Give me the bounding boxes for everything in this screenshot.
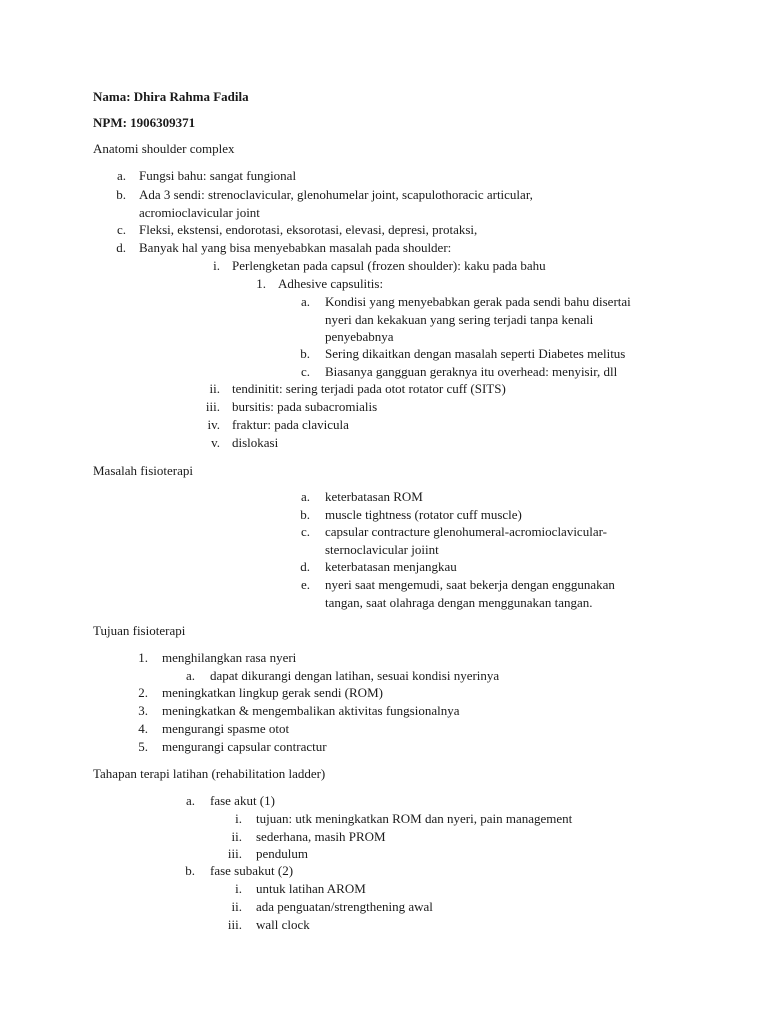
list-item-text-continued: acromioclavicular joint (139, 205, 260, 220)
list-item-text: Adhesive capsulitis: (278, 276, 384, 291)
list-item-text: tujuan: utk meningkatkan ROM dan nyeri, pain management (256, 811, 573, 826)
list-item-text: bursitis: pada subacromialis (232, 399, 378, 414)
list-marker: iv. (207, 417, 220, 432)
list-marker: c. (116, 222, 126, 237)
list-marker: b. (300, 346, 310, 361)
list-item-text: mengurangi spasme otot (162, 721, 290, 736)
list-item-text: wall clock (256, 917, 310, 932)
list-marker: d. (116, 240, 126, 255)
list-item-text: Fleksi, ekstensi, endorotasi, eksorotasi, elevasi, depresi, protaksi, (139, 222, 478, 237)
list-marker: b. (185, 863, 195, 878)
list-item-text: meningkatkan lingkup gerak sendi (ROM) (162, 685, 383, 700)
list-item-text: dislokasi (232, 435, 279, 450)
list-marker: iii. (227, 917, 242, 932)
list-item-text: Ada 3 sendi: strenoclavicular, glenohumelar joint, scapulothoracic articular, (139, 187, 533, 202)
list-marker: iii. (227, 846, 242, 861)
list-item-text: muscle tightness (rotator cuff muscle) (325, 507, 522, 522)
section-title-masalah: Masalah fisioterapi (93, 463, 193, 478)
list-marker: 5. (138, 739, 148, 754)
list-marker: a. (185, 793, 195, 808)
list-item-text: nyeri saat mengemudi, saat bekerja dengan enggunakan (325, 577, 615, 592)
list-marker: ii. (231, 899, 242, 914)
list-marker: a. (300, 294, 310, 309)
list-item-text: Sering dikaitkan dengan masalah seperti Diabetes melitus (325, 346, 626, 361)
section-title-tahapan: Tahapan terapi latihan (rehabilitation ladder) (93, 766, 326, 781)
list-marker: i. (235, 881, 242, 896)
list-item-text: pendulum (256, 846, 308, 861)
list-marker: 1. (138, 650, 148, 665)
list-item-text-continued: sternoclavicular joiint (325, 542, 439, 557)
list-marker: a. (116, 168, 126, 183)
list-item-text-continued: tangan, saat olahraga dengan menggunakan tangan. (325, 595, 593, 610)
list-marker: ii. (231, 829, 242, 844)
student-name: Nama: Dhira Rahma Fadila (93, 89, 249, 104)
list-item-text: meningkatkan & mengembalikan aktivitas fungsionalnya (162, 703, 460, 718)
list-item-text: Fungsi bahu: sangat fungional (139, 168, 297, 183)
section-title-anatomi: Anatomi shoulder complex (93, 141, 235, 156)
list-marker: e. (300, 577, 310, 592)
list-marker: 1. (256, 276, 266, 291)
student-npm: NPM: 1906309371 (93, 115, 196, 130)
list-item-text: ada penguatan/strengthening awal (256, 899, 433, 914)
list-marker: b. (300, 507, 310, 522)
list-marker: iii. (205, 399, 220, 414)
list-item-text: tendinitit: sering terjadi pada otot rotator cuff (SITS) (232, 381, 506, 396)
list-item-text: dapat dikurangi dengan latihan, sesuai kondisi nyerinya (210, 668, 500, 683)
list-marker: i. (213, 258, 220, 273)
list-item-text: fase akut (1) (210, 793, 275, 808)
list-marker: i. (235, 811, 242, 826)
list-item-text-continued: penyebabnya (325, 329, 394, 344)
list-marker: b. (116, 187, 126, 202)
list-marker: v. (211, 435, 220, 450)
list-item-text: keterbatasan menjangkau (325, 559, 457, 574)
list-item-text: fase subakut (2) (210, 863, 294, 878)
list-item-text: fraktur: pada clavicula (232, 417, 349, 432)
list-item-text: Banyak hal yang bisa menyebabkan masalah pada shoulder: (139, 240, 452, 255)
list-item-text: mengurangi capsular contractur (162, 739, 327, 754)
list-marker: d. (300, 559, 310, 574)
list-marker: 4. (138, 721, 148, 736)
list-marker: 3. (138, 703, 148, 718)
list-marker: c. (300, 364, 310, 379)
list-item-text: untuk latihan AROM (256, 881, 366, 896)
list-marker: ii. (209, 381, 220, 396)
list-item-text: keterbatasan ROM (325, 489, 423, 504)
list-item-text: Biasanya gangguan geraknya itu overhead: menyisir, dll (325, 364, 618, 379)
list-marker: a. (185, 668, 195, 683)
list-marker: a. (300, 489, 310, 504)
list-marker: 2. (138, 685, 148, 700)
list-marker: c. (300, 524, 310, 539)
list-item-text: Kondisi yang menyebabkan gerak pada sendi bahu disertai (325, 294, 631, 309)
list-item-text: sederhana, masih PROM (256, 829, 386, 844)
list-item-text-continued: nyeri dan kekakuan yang sering terjadi tanpa kenali (325, 312, 594, 327)
section-title-tujuan: Tujuan fisioterapi (93, 623, 186, 638)
list-item-text: menghilangkan rasa nyeri (162, 650, 297, 665)
list-item-text: Perlengketan pada capsul (frozen shoulder): kaku pada bahu (232, 258, 546, 273)
list-item-text: capsular contracture glenohumeral-acromioclavicular- (325, 524, 607, 539)
